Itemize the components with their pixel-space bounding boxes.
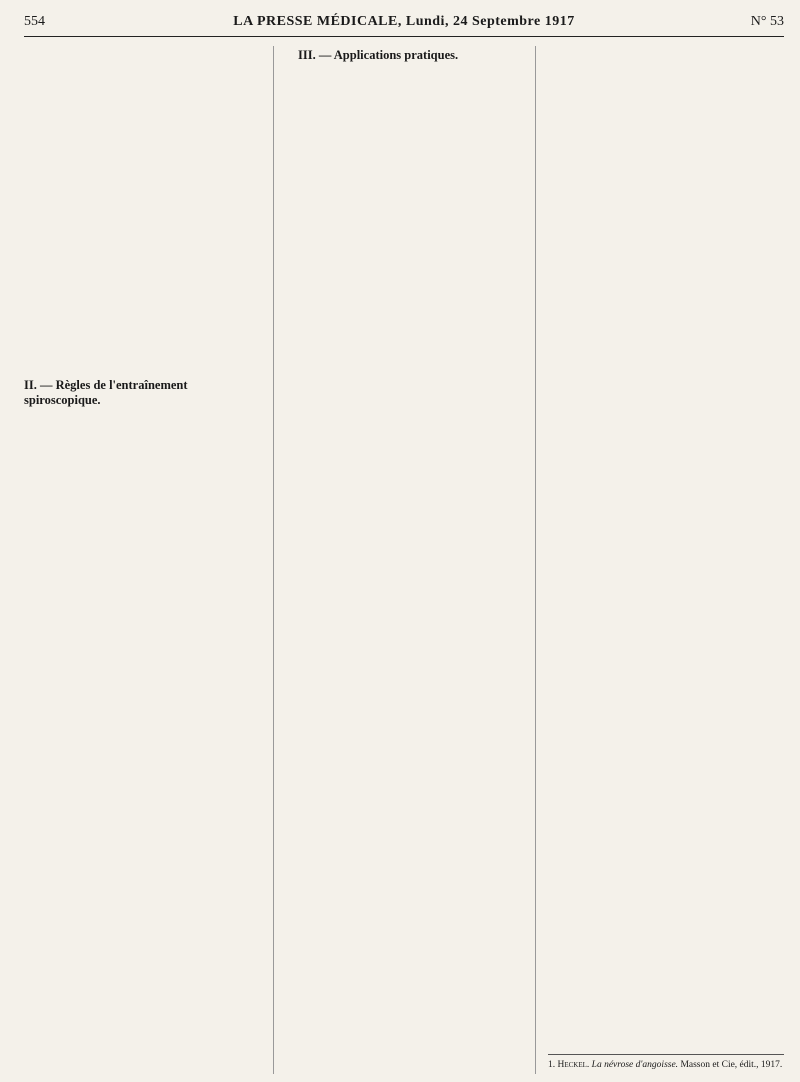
issue-number: N° 53 [750, 14, 784, 29]
footnote [548, 1054, 784, 1070]
column-rule [535, 46, 536, 1074]
footnote-publisher: Masson et Cie, édit., 1917. [680, 1060, 783, 1070]
footnote-title: La névrose d'angoisse. [591, 1060, 679, 1070]
text-columns [24, 46, 784, 1074]
section-title-applications: III. — Applications pratiques. [298, 48, 459, 62]
running-header [24, 10, 784, 37]
column-2 [286, 46, 522, 1074]
section-title-rules: II. — Règles de l'entraînement spiroscopique. [24, 378, 188, 407]
column-3 [548, 46, 784, 1074]
footnote-author: Heckel. [557, 1060, 590, 1070]
column-1 [24, 46, 260, 1074]
page-number: 554 [24, 14, 45, 29]
journal-title: LA PRESSE MÉDICALE, Lundi, 24 Septembre 1917 [233, 14, 575, 29]
footnote-number: 1. [548, 1060, 556, 1070]
newspaper-page [24, 10, 784, 1074]
column-rule [273, 46, 274, 1074]
